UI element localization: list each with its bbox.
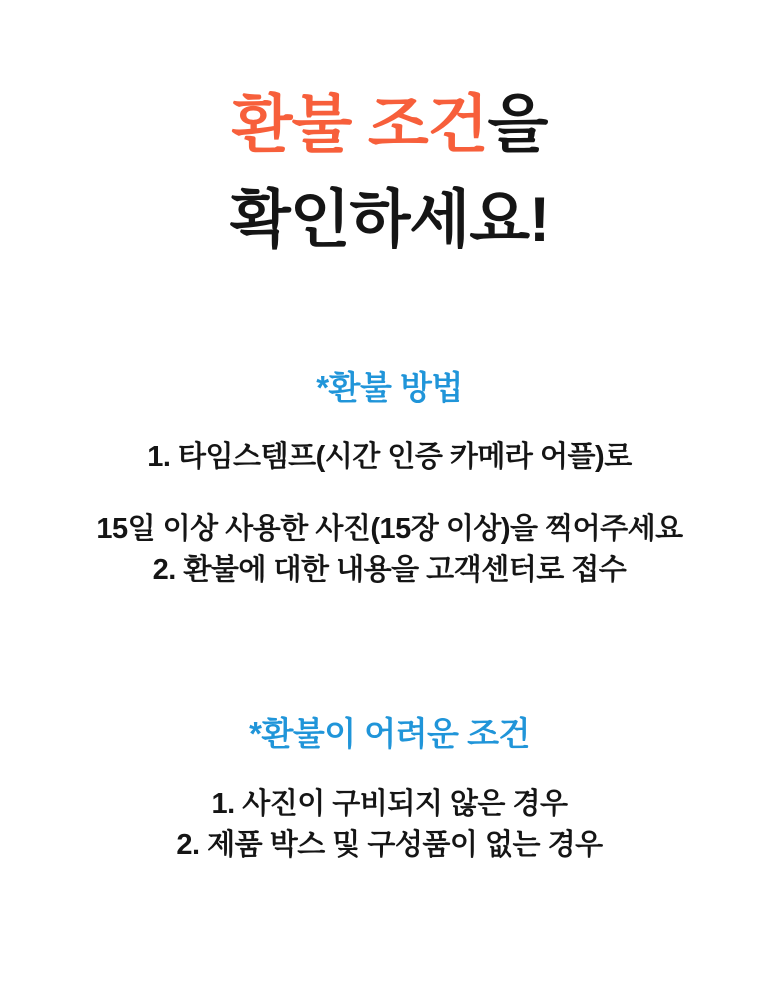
refund-difficult-section <box>176 588 602 863</box>
refund-method-section <box>96 267 682 588</box>
refund-method-step-2: 2. 환불에 대한 내용을 고객센터로 접수 <box>152 554 627 586</box>
page-title-line-1 <box>230 78 549 173</box>
refund-method-step-1-continued: 15일 이상 사용한 사진(15장 이상)을 찍어주세요 <box>96 513 683 545</box>
refund-difficult-heading: *환불이 어려운 조건 <box>249 715 530 752</box>
refund-method-step-1: 1. 타임스템프(시간 인증 카메라 어플)로 <box>147 441 632 473</box>
refund-difficult-condition-1: 1. 사진이 구비되지 않은 경우 <box>211 788 568 820</box>
refund-difficult-condition-2: 2. 제품 박스 및 구성품이 없는 경우 <box>176 829 603 861</box>
page-title <box>230 78 549 267</box>
page-title-line-2: 확인하세요! <box>229 184 550 255</box>
page-title-rest: 을 <box>487 90 548 160</box>
refund-method-heading: *환불 방법 <box>316 369 463 406</box>
page-title-highlight: 환불 조건 <box>231 90 488 160</box>
